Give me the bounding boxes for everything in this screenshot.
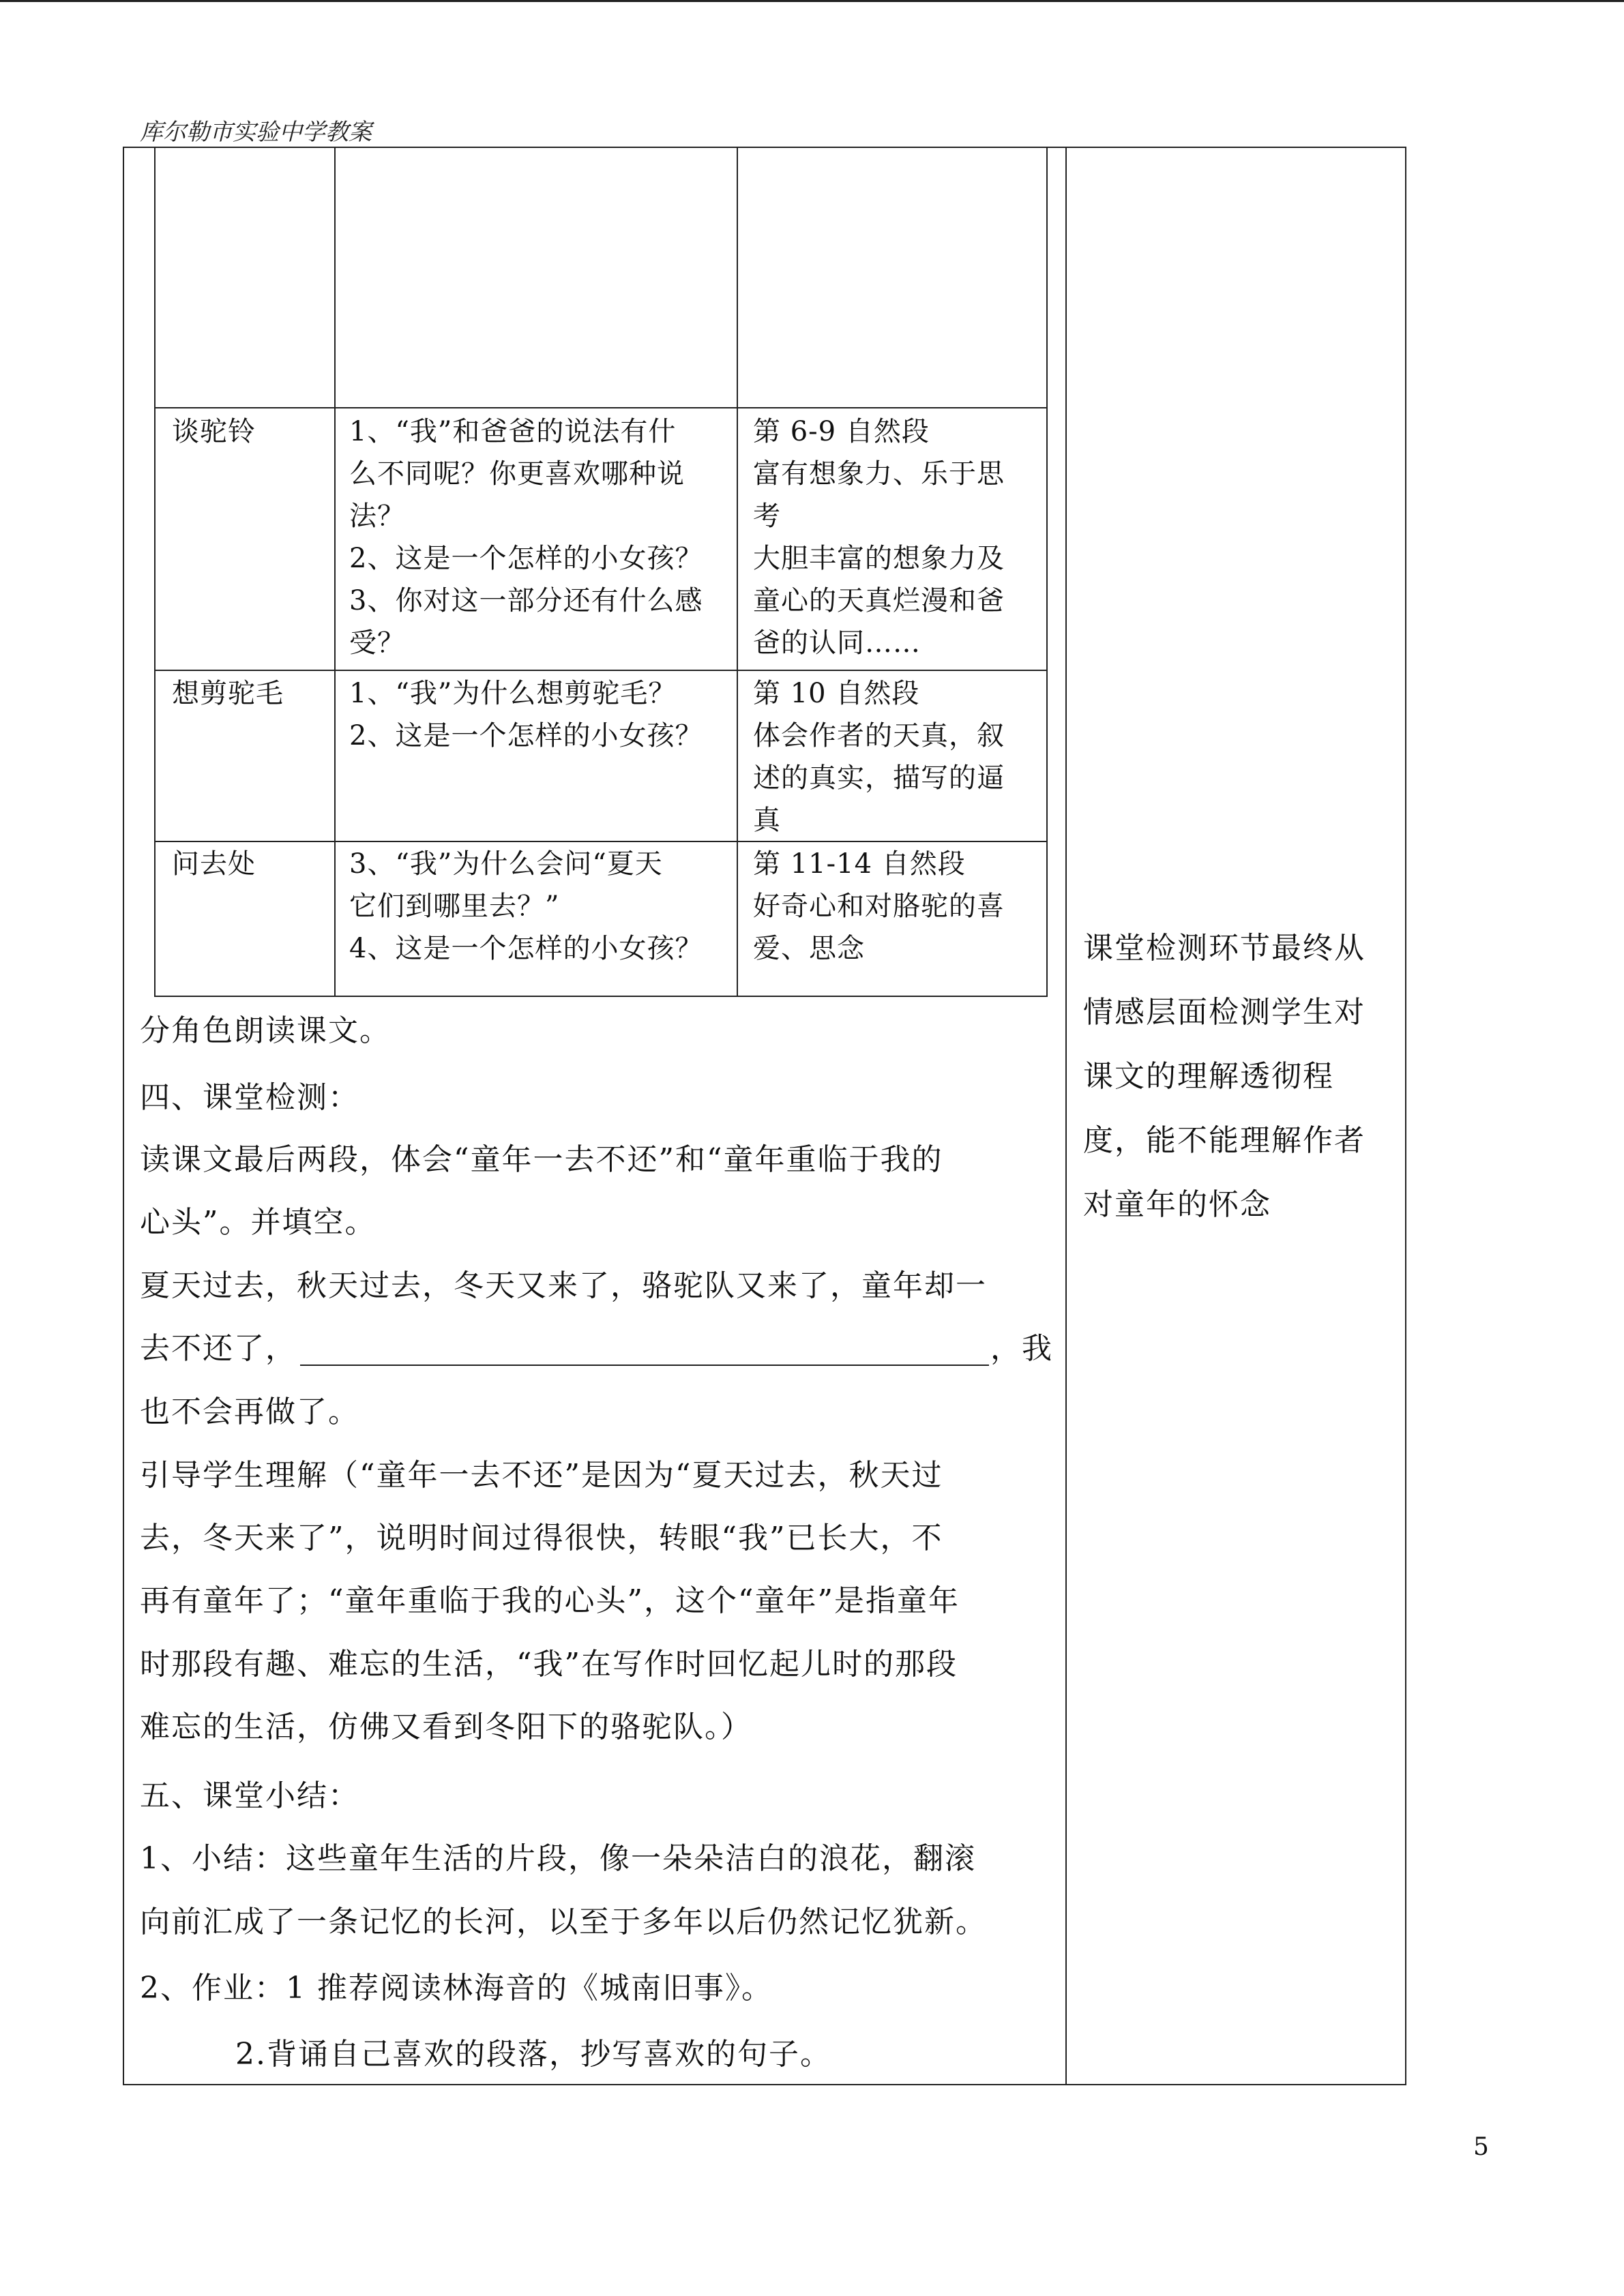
side-note: 课堂检测环节最终从 情感层面检测学生对 课文的理解透彻程 度，能不能理解作者 对童年的怀念 bbox=[1083, 931, 1365, 1222]
notes-cell: 第 11-14 自然段 好奇心和对胳驼的喜 爱、思念 bbox=[753, 848, 1005, 964]
page-top-rule bbox=[0, 0, 1624, 2]
topic-cell: 问去处 bbox=[172, 848, 256, 880]
body-line: 夏天过去，秋天过去，冬天又来了，骆驼队又来了，童年却一 bbox=[140, 1268, 987, 1303]
discussion-table-col-divider-1 bbox=[334, 148, 336, 997]
column-divider bbox=[1065, 147, 1067, 2085]
body-line: 难忘的生活，仿佛又看到冬阳下的骆驼队。） bbox=[140, 1710, 752, 1744]
body-line: 读课文最后两段，体会“童年一去不还”和“童年重临于我的 bbox=[140, 1142, 943, 1177]
body-line: 心头”。并填空。 bbox=[140, 1205, 377, 1240]
section-heading: 五、课堂小结： bbox=[140, 1778, 359, 1813]
discussion-table-row-divider-2 bbox=[154, 670, 1048, 671]
questions-cell: 3、“我”为什么会问“夏天 它们到哪里去？” 4、这是一个怎样的小女孩？ bbox=[349, 848, 703, 964]
notes-cell: 第 10 自然段 体会作者的天真，叙 述的真实，描写的逼 真 bbox=[753, 678, 1005, 836]
document-header: 库尔勒市实验中学教案 bbox=[140, 119, 372, 146]
blank-suffix: ，我 bbox=[990, 1331, 1053, 1366]
topic-cell: 想剪驼毛 bbox=[172, 678, 284, 709]
body-line: 2、作业：1 推荐阅读林海音的《城南旧事》。 bbox=[140, 1971, 773, 2006]
body-line: 去不还了， bbox=[140, 1331, 297, 1366]
body-line: 分角色朗读课文。 bbox=[140, 1013, 391, 1048]
body-line: 向前汇成了一条记忆的长河，以至于多年以后仍然记忆犹新。 bbox=[140, 1905, 987, 1939]
body-line: 时那段有趣、难忘的生活，“我”在写作时回忆起儿时的那段 bbox=[140, 1647, 958, 1682]
topic-cell: 谈驼铃 bbox=[172, 416, 256, 447]
questions-cell: 1、“我”和爸爸的说法有什 么不同呢？你更喜欢哪种说 法？ 2、这是一个怎样的小女孩？ 3、你对这一部分还有什么感 受？ bbox=[349, 416, 703, 659]
notes-cell: 第 6-9 自然段 富有想象力、乐于思 考 大胆丰富的想象力及 童心的天真烂漫和爸 爸的认同…… bbox=[753, 416, 1005, 659]
body-line: 1、小结：这些童年生活的片段，像一朵朵洁白的浪花，翻滚 bbox=[140, 1841, 976, 1876]
questions-cell: 1、“我”为什么想剪驼毛？ 2、这是一个怎样的小女孩？ bbox=[349, 678, 703, 751]
page-number: 5 bbox=[1473, 2133, 1489, 2161]
section-heading: 四、课堂检测： bbox=[140, 1080, 359, 1115]
fill-in-blank bbox=[300, 1365, 989, 1366]
body-line: 去，冬天来了”，说明时间过得很快，转眼“我”已长大，不 bbox=[140, 1521, 943, 1555]
body-line: 2.背诵自己喜欢的段落，抄写喜欢的句子。 bbox=[235, 2037, 831, 2072]
body-line: 再有童年了；“童年重临于我的心头”，这个“童年”是指童年 bbox=[140, 1583, 960, 1618]
body-line: 引导学生理解（“童年一去不还”是因为“夏天过去，秋天过 bbox=[140, 1458, 943, 1493]
discussion-table-row-divider-1 bbox=[154, 407, 1048, 408]
discussion-table-col-divider-2 bbox=[737, 148, 738, 997]
body-line: 也不会再做了。 bbox=[140, 1395, 359, 1429]
